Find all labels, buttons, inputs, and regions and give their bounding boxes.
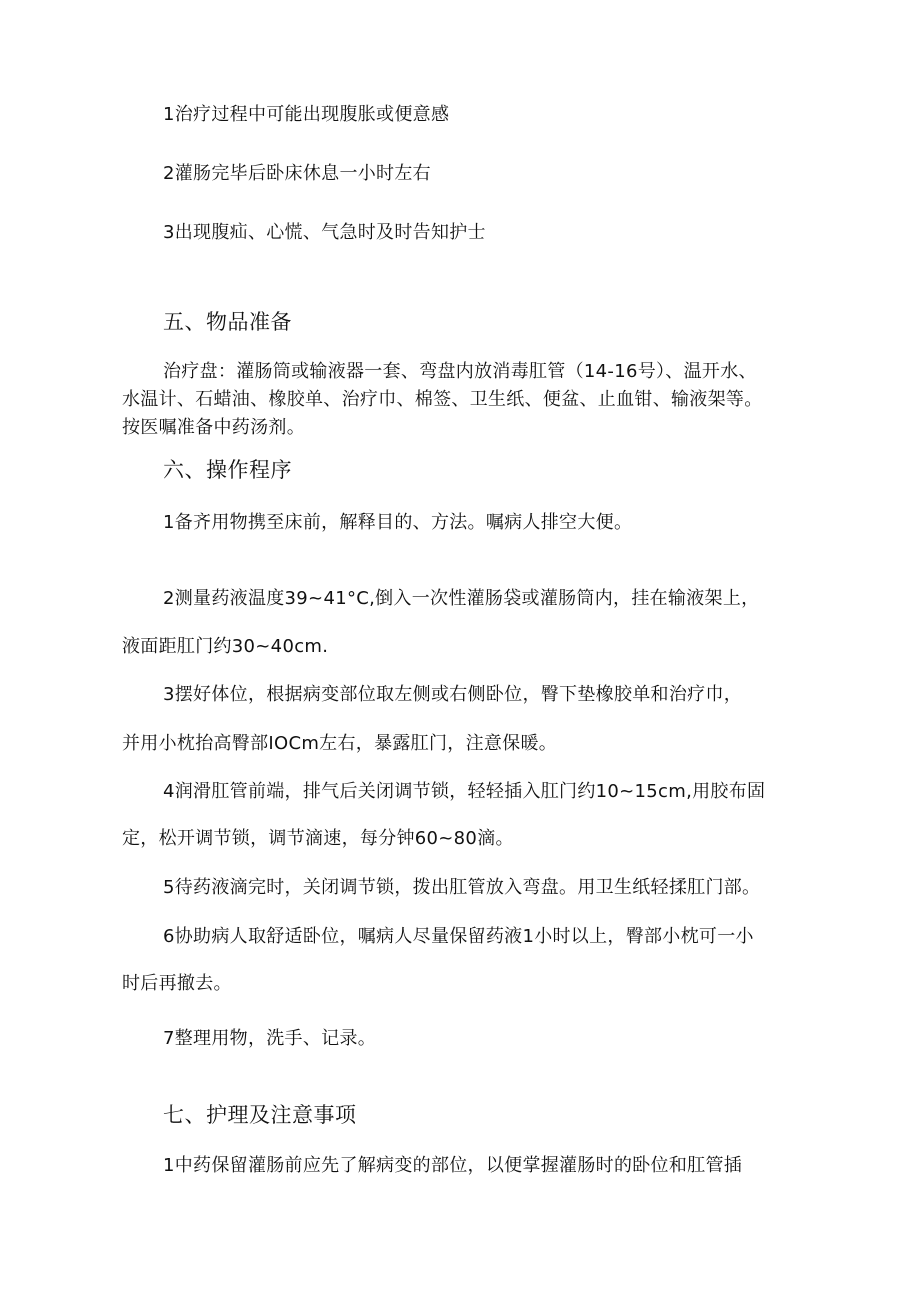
procedure-step-4-line-2: 定，松开调节锁，调节滴速，每分钟60~80滴。 xyxy=(122,828,514,849)
supplies-line-2: 水温计、石蜡油、橡胶单、治疗巾、棉签、卫生纸、便盆、止血钳、输液架等。 xyxy=(122,389,763,410)
procedure-step-5: 5待药液滴完时，关闭调节锁，拨出肛管放入弯盘。用卫生纸轻揉肛门部。 xyxy=(163,877,761,898)
supplies-line-1: 治疗盘：灌肠筒或输液器一套、弯盘内放消毒肛管（14-16号）、温开水、 xyxy=(163,361,757,382)
procedure-step-6-line-2: 时后再撤去。 xyxy=(122,973,232,994)
procedure-step-2-line-2: 液面距肛门约30~40cm. xyxy=(122,636,329,657)
section-heading-supplies: 五、物品准备 xyxy=(163,310,292,334)
procedure-step-6-line-1: 6协助病人取舒适卧位，嘱病人尽量保留药液1小时以上，臀部小枕可一小 xyxy=(163,926,754,947)
section-heading-care: 七、护理及注意事项 xyxy=(163,1103,357,1127)
supplies-line-3: 按医嘱准备中药汤剂。 xyxy=(122,417,305,438)
note-item-1: 1治疗过程中可能出现腹胀或便意感 xyxy=(163,104,450,125)
procedure-step-1: 1备齐用物携至床前，解释目的、方法。嘱病人排空大便。 xyxy=(163,512,633,533)
care-item-1: 1中药保留灌肠前应先了解病变的部位，以便掌握灌肠时的卧位和肛管插 xyxy=(163,1155,743,1176)
section-heading-procedure: 六、操作程序 xyxy=(163,458,292,482)
procedure-step-3-line-1: 3摆好体位，根据病变部位取左侧或右侧卧位，臀下垫橡胶单和治疗巾， xyxy=(163,684,743,705)
note-item-3: 3出现腹疝、心慌、气急时及时告知护士 xyxy=(163,222,486,243)
procedure-step-2-line-1: 2测量药液温度39~41°C,倒入一次性灌肠袋或灌肠筒内，挂在输液架上， xyxy=(163,588,760,609)
note-item-2: 2灌肠完毕后卧床休息一小时左右 xyxy=(163,163,431,184)
procedure-step-3-line-2: 并用小枕抬高臀部IOCm左右，暴露肛门，注意保暖。 xyxy=(122,733,558,754)
procedure-step-4-line-1: 4润滑肛管前端，排气后关闭调节锁，轻轻插入肛门约10~15cm,用胶布固 xyxy=(163,781,766,802)
procedure-step-7: 7整理用物，洗手、记录。 xyxy=(163,1028,377,1049)
